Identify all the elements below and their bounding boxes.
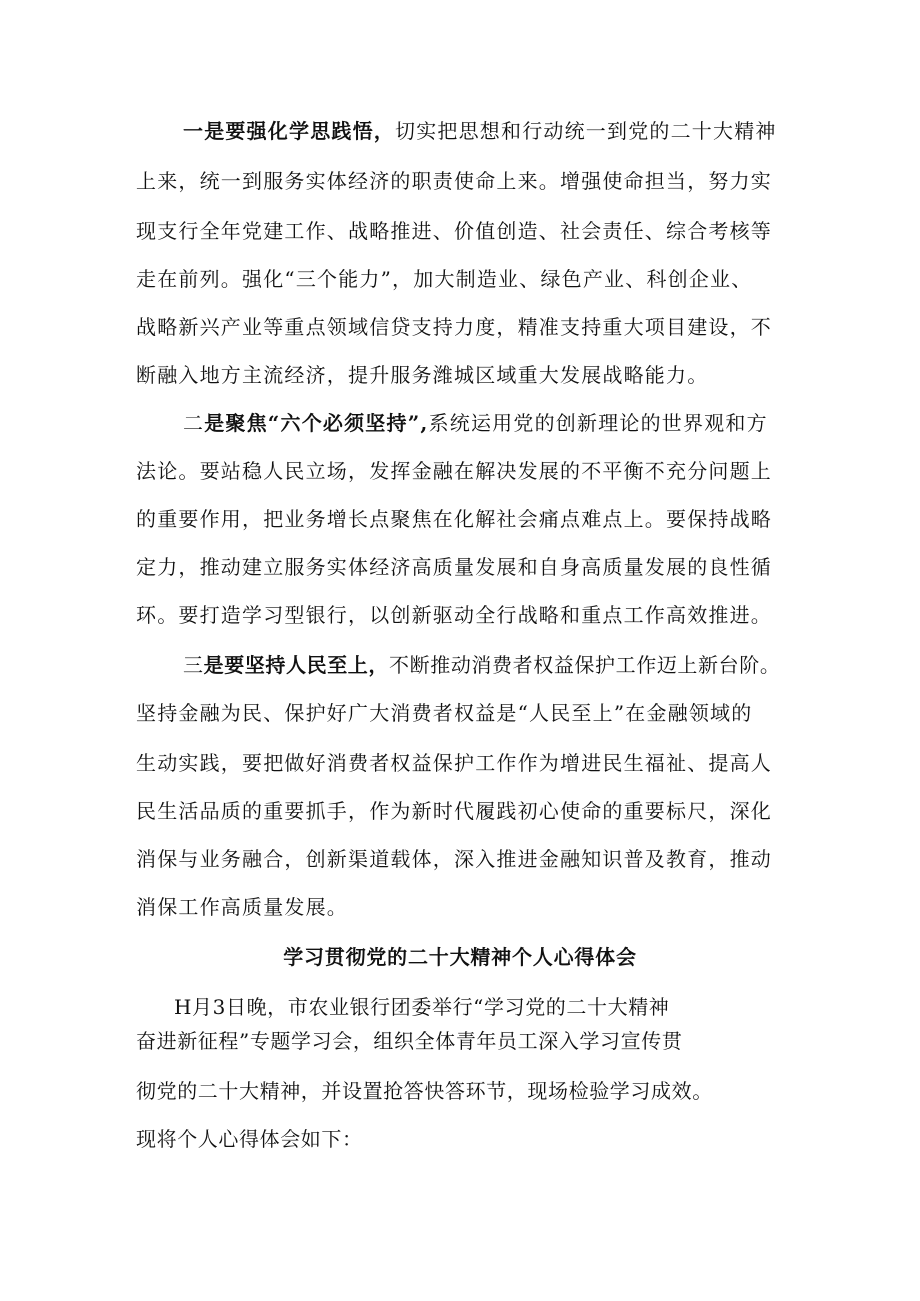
paragraph-2-lead: 是聚焦“六个必须坚持”,: [204, 411, 429, 435]
paragraph-2-lead-plain: 二: [183, 411, 205, 435]
paragraph-1-line-3: 现支行全年党建工作、战略推进、价值创造、社会责任、综合考核等: [136, 219, 772, 243]
paragraph-1-lead: 一是要强化学思践悟，: [183, 119, 395, 143]
paragraph-2-line-1-rest: 系统运用党的创新理论的世界观和方: [428, 411, 768, 435]
paragraph-2-line-2: 法论。要站稳人民立场，发挥金融在解决发展的不平衡不充分问题上: [136, 459, 772, 483]
paragraph-3-lead-plain: 三: [183, 653, 204, 677]
paragraph-1-line-6: 断融入地方主流经济，提升服务潍城区域重大发展战略能力。: [136, 363, 709, 387]
paragraph-2-line-4: 定力，推动建立服务实体经济高质量发展和自身高质量发展的良性循: [136, 555, 772, 579]
paragraph-2-line-1: [183, 410, 768, 436]
paragraph-1-line-1: [183, 118, 777, 144]
paragraph-1-line-1-rest: 切实把思想和行动统一到党的二十大精神: [395, 119, 777, 143]
paragraph-1-line-5: 战略新兴产业等重点领域信贷支持力度，精准支持重大项目建设，不: [136, 315, 772, 339]
paragraph-2-line-3: 的重要作用，把业务增长点聚焦在化解社会痛点难点上。要保持战略: [136, 507, 772, 531]
paragraph-3-line-6: 消保工作高质量发展。: [136, 895, 348, 919]
paragraph-3-line-3: 生动实践，要把做好消费者权益保护工作作为增进民生福祉、提高人: [136, 751, 772, 775]
paragraph-3-line-5: 消保与业务融合，创新渠道载体，深入推进金融知识普及教育，推动: [136, 847, 772, 871]
body-2-line-3: 彻党的二十大精神，并设置抢答快答环节，现场检验学习成效。: [136, 1079, 713, 1103]
paragraph-3-lead: 是要坚持人民至上，: [203, 653, 390, 677]
paragraph-3-line-2: 坚持金融为民、保护好广大消费者权益是“人民至上”在金融领域的: [136, 701, 753, 725]
body-2-line-2: 奋进新征程”专题学习会，组织全体青年员工深入学习宣传贯: [136, 1029, 683, 1053]
paragraph-3-line-4: 民生活品质的重要抓手，作为新时代履践初心使命的重要标尺，深化: [136, 799, 772, 823]
paragraph-3-line-1-rest: 不断推动消费者权益保护工作迈上新台阶。: [389, 653, 781, 677]
body-2-line-4: 现将个人心得体会如下：: [136, 1127, 363, 1151]
paragraph-3-line-1: [183, 652, 780, 678]
paragraph-1-line-4: 走在前列。强化“三个能力”，加大制造业、绿色产业、科创企业、: [136, 267, 753, 291]
paragraph-1-line-2: 上来，统一到服务实体经济的职责使命上来。增强使命担当，努力实: [136, 169, 772, 193]
section-title: 学习贯彻党的二十大精神个人心得体会: [283, 945, 637, 969]
body-2-line-1: H月3日晚，市农业银行团委举行“学习党的二十大精神: [174, 995, 670, 1019]
paragraph-2-line-5: 环。要打造学习型银行，以创新驱动全行战略和重点工作高效推进。: [136, 603, 772, 627]
